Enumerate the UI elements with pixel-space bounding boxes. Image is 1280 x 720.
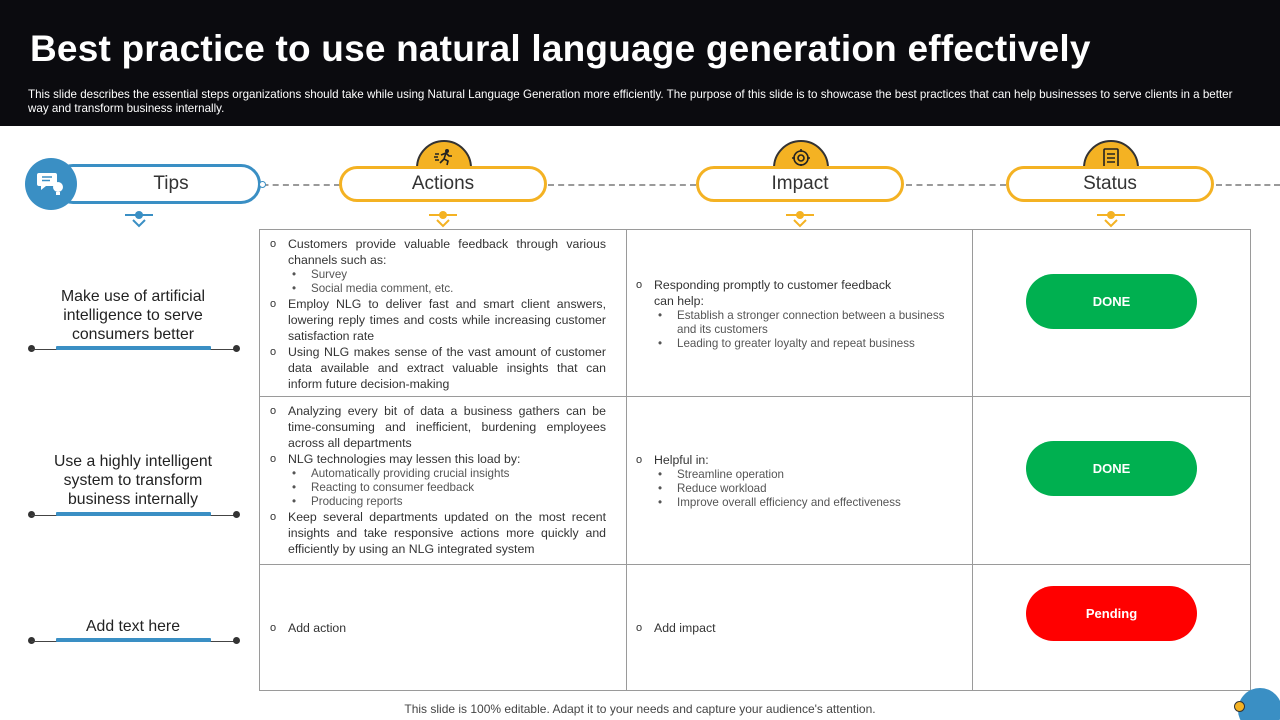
action-item: o Using NLG makes sense of the vast amount of customer data available and extract valuable insights that can inform future decision-making (270, 344, 606, 392)
tip-text: Use a highly intelligent system to transform business internally (53, 453, 213, 508)
status-cell (973, 230, 1251, 397)
impact-sub-item: • Improve overall efficiency and effectiveness (636, 496, 960, 510)
impact-label: Impact (696, 166, 904, 202)
tips-marker-icon (123, 210, 155, 228)
actions-cell (260, 565, 627, 691)
actions-marker-icon (427, 210, 459, 228)
status-marker-icon (1095, 210, 1127, 228)
actions-cell (260, 397, 627, 565)
impact-item: o Responding promptly to customer feedback can help: (636, 277, 960, 309)
tips-header (25, 158, 240, 212)
impact-item: o Helpful in: (636, 452, 960, 468)
action-item: o Analyzing every bit of data a business gathers can be time-consuming and inefficient, burdening employees across all departments (270, 403, 606, 451)
impact-cell (627, 230, 973, 397)
status-label: Status (1006, 166, 1214, 202)
practice-table (259, 229, 1251, 691)
action-sub-item: • Reacting to consumer feedback (270, 481, 606, 495)
action-sub-item: • Automatically providing crucial insights (270, 467, 606, 481)
status-done-badge[interactable]: DONE (1026, 441, 1197, 496)
footer-note: This slide is 100% editable. Adapt it to your needs and capture your audience's attention. (404, 702, 876, 716)
impact-cell (627, 397, 973, 565)
impact-sub-item: • Establish a stronger connection between a business and its customers (636, 309, 960, 337)
action-sub-item: • Social media comment, etc. (270, 282, 606, 296)
connector-line (548, 184, 696, 186)
connector-line (1216, 184, 1280, 186)
tip-text: Make use of artificial intelligence to serve consumers better (61, 288, 205, 343)
chat-bulb-icon (25, 158, 77, 210)
status-pending-badge[interactable]: Pending (1026, 586, 1197, 641)
impact-item: o Add impact (636, 620, 952, 636)
action-item: o Keep several departments updated on the most recent insights and take responsive actions more quickly and efficiently by using an NLG integrated system (270, 509, 606, 557)
impact-marker-icon (784, 210, 816, 228)
tip-line-dot (233, 637, 240, 644)
header-banner (0, 0, 1280, 126)
tip-accent-bar (56, 638, 211, 642)
tips-pill (53, 164, 261, 204)
page-title: Best practice to use natural language generation effectively (30, 28, 1091, 69)
actions-label: Actions (339, 166, 547, 202)
tip-line-dot (233, 345, 240, 352)
impact-sub-item: • Leading to greater loyalty and repeat business (636, 337, 960, 351)
impact-sub-item: • Streamline operation (636, 468, 960, 482)
page-subtitle: This slide describes the essential steps organizations should take while using Natural Language Generation more efficiently. The purpose of this slide is to showcase the best practices that can help businesses to serve clients in a better way and transform business internally. (28, 88, 1233, 115)
action-item: o Add action (270, 620, 606, 636)
action-item: o Employ NLG to deliver fast and smart client answers, lowering reply times and costs while increasing customer satisfaction rate (270, 296, 606, 344)
impact-cell (627, 565, 973, 691)
corner-dot (1234, 701, 1245, 712)
status-cell (973, 397, 1251, 565)
status-done-badge[interactable]: DONE (1026, 274, 1197, 329)
status-cell (973, 565, 1251, 691)
action-sub-item: • Producing reports (270, 495, 606, 509)
action-item: o NLG technologies may lessen this load by: (270, 451, 606, 467)
connector-line (906, 184, 1006, 186)
action-sub-item: • Survey (270, 268, 606, 282)
tip-line-dot (233, 511, 240, 518)
actions-header (339, 140, 549, 210)
tip-accent-bar (56, 346, 211, 350)
impact-sub-item: • Reduce workload (636, 482, 960, 496)
impact-header (696, 140, 906, 210)
tips-label: Tips (153, 173, 189, 194)
status-header (1006, 140, 1216, 210)
tips-connector-dot (259, 181, 266, 188)
action-item: o Customers provide valuable feedback through various channels such as: (270, 236, 606, 268)
actions-cell (260, 230, 627, 397)
tip-accent-bar (56, 512, 211, 516)
tip-text: Add text here (86, 618, 180, 635)
